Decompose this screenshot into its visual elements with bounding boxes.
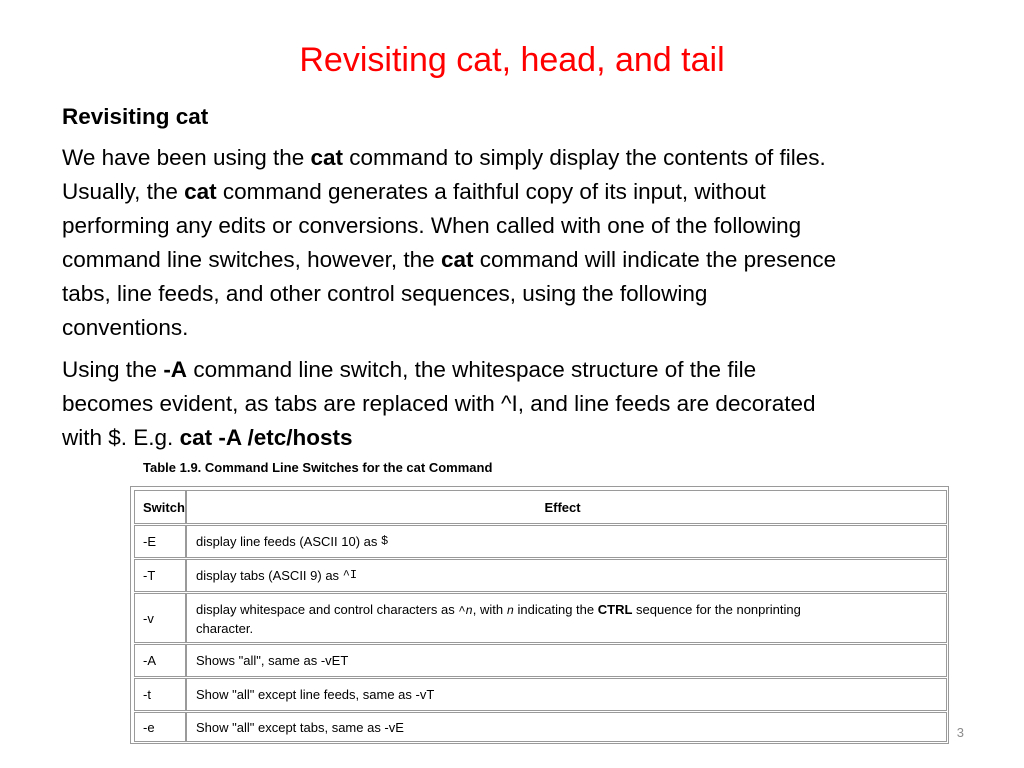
paragraph-line: tabs, line feeds, and other control sequences, using the following (62, 281, 708, 306)
paragraph-line: conventions. (62, 315, 189, 340)
paragraph-line: command line switches, however, the cat command will indicate the presence (62, 247, 837, 272)
paragraph-line: Usually, the cat command generates a faithful copy of its input, without (62, 179, 766, 204)
switches-table (130, 486, 949, 744)
example-command: cat -A /etc/hosts (179, 425, 353, 450)
paragraph-cat-intro (62, 141, 974, 345)
slide-title: Revisiting cat, head, and tail (299, 41, 725, 79)
effect-line: display whitespace and control characters as ^n, with n indicating the CTRL sequence for the nonprinting (196, 602, 801, 618)
paragraph-line: Using the -A command line switch, the whitespace structure of the file (62, 357, 757, 382)
effect-cell: Show "all" except line feeds, same as -vT (186, 678, 947, 711)
header-switch: Switch (134, 490, 186, 524)
switch-cell: -T (134, 559, 186, 592)
paragraph-switch-a (62, 353, 974, 455)
paragraph-line: becomes evident, as tabs are replaced with ^I, and line feeds are decorated (62, 391, 816, 416)
effect-cell: Shows "all", same as -vET (186, 644, 947, 677)
effect-line: character. (196, 621, 254, 636)
effect-cell: Show "all" except tabs, same as -vE (186, 712, 947, 742)
switch-cell: -e (134, 712, 186, 742)
cat-keyword: cat (310, 145, 344, 170)
switch-cell: -v (134, 593, 186, 643)
section-heading: Revisiting cat (62, 104, 209, 129)
cat-keyword: cat (440, 247, 474, 272)
cat-keyword: cat (184, 179, 217, 204)
effect-cell (186, 593, 947, 643)
paragraph-line: performing any edits or conversions. When called with one of the following (62, 213, 802, 238)
switch-cell: -E (134, 525, 186, 558)
paragraph-line: We have been using the cat command to simply display the contents of files. (62, 145, 826, 170)
effect-cell: display tabs (ASCII 9) as ^I (186, 559, 947, 592)
header-effect: Effect (186, 490, 947, 524)
paragraph-line: with $. E.g. cat -A /etc/hosts (62, 425, 353, 450)
page-number: 3 (956, 725, 964, 740)
switch-a-keyword: -A (163, 357, 188, 382)
switch-cell: -t (134, 678, 186, 711)
effect-cell: display line feeds (ASCII 10) as $ (186, 525, 947, 558)
switch-cell: -A (134, 644, 186, 677)
table-caption: Table 1.9. Command Line Switches for the cat Command (143, 460, 493, 475)
